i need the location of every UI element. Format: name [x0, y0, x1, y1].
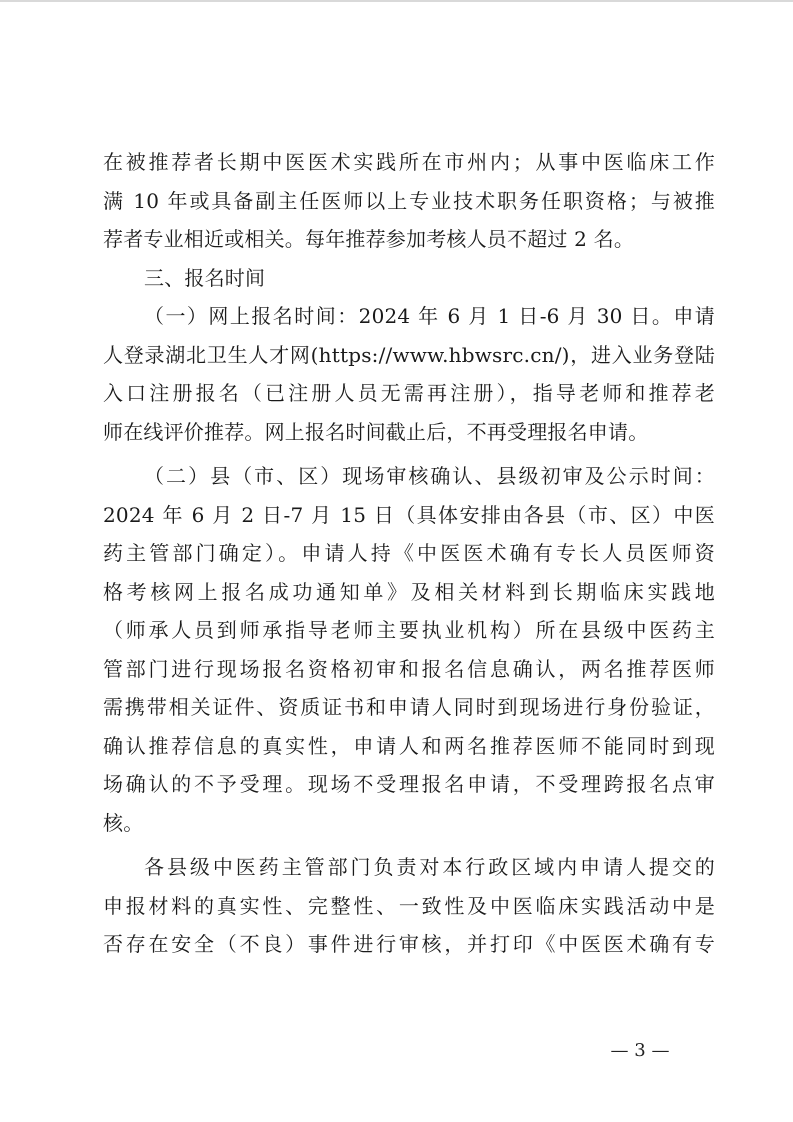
text-line: 格考核网上报名成功通知单》及相关材料到长期临床实践地 [103, 579, 715, 604]
text-line: 师在线评价推荐。网上报名时间截止后，不再受理报名申请。 [103, 419, 649, 444]
text-line: （二）县（市、区）现场审核确认、县级初审及公示时间： [144, 464, 715, 488]
text-line: 药主管部门确定）。申请人持《中医医术确有专长人员医师资 [103, 541, 715, 565]
text-line: 2024 年 6 月 2 日-7 月 15 日（具体安排由各县（市、区）中医 [103, 502, 715, 527]
section-heading: 三、报名时间 [144, 265, 266, 290]
text-line: 确认推荐信息的真实性，申请人和两名推荐医师不能同时到现 [103, 733, 715, 758]
page-number: — 3 — [610, 1040, 670, 1061]
text-line: （师承人员到师承指导老师主要执业机构）所在县级中医药主 [103, 618, 715, 642]
text-line: 入口注册报名（已注册人员无需再注册），指导老师和推荐老 [103, 381, 715, 405]
text-line: 管部门进行现场报名资格初审和报名信息确认，两名推荐医师 [103, 656, 715, 681]
text-line: 否存在安全（不良）事件进行审核，并打印《中医医术确有专 [103, 932, 715, 956]
text-line: 各县级中医药主管部门负责对本行政区域内申请人提交的 [144, 855, 715, 879]
paragraph-onsite-review [103, 457, 715, 842]
text-line: 场确认的不予受理。现场不受理报名申请，不受理跨报名点审 [103, 772, 715, 796]
document-body [103, 143, 715, 964]
text-line: 在被推荐者长期中医医术实践所在市州内；从事中医临床工作 [103, 150, 715, 174]
paragraph-continuation [103, 143, 715, 259]
text-line: （一）网上报名时间：2024 年 6 月 1 日-6 月 30 日。申请 [144, 304, 715, 328]
text-line: 满 10 年或具备副主任医师以上专业技术职务任职资格；与被推 [103, 188, 715, 213]
paragraph-online-registration [103, 297, 715, 451]
paragraph-county-review [103, 848, 715, 964]
page-top-edge [0, 0, 793, 2]
text-line: 需携带相关证件、资质证书和申请人同时到现场进行身份验证， [103, 695, 715, 719]
text-line: 申报材料的真实性、完整性、一致性及中医临床实践活动中是 [103, 893, 715, 918]
text-line: 核。 [103, 810, 144, 835]
text-line: 荐者专业相近或相关。每年推荐参加考核人员不超过 2 名。 [103, 227, 635, 251]
text-line: 人登录湖北卫生人才网(https://www.hbwsrc.cn/)，进入业务登陆 [103, 342, 715, 367]
